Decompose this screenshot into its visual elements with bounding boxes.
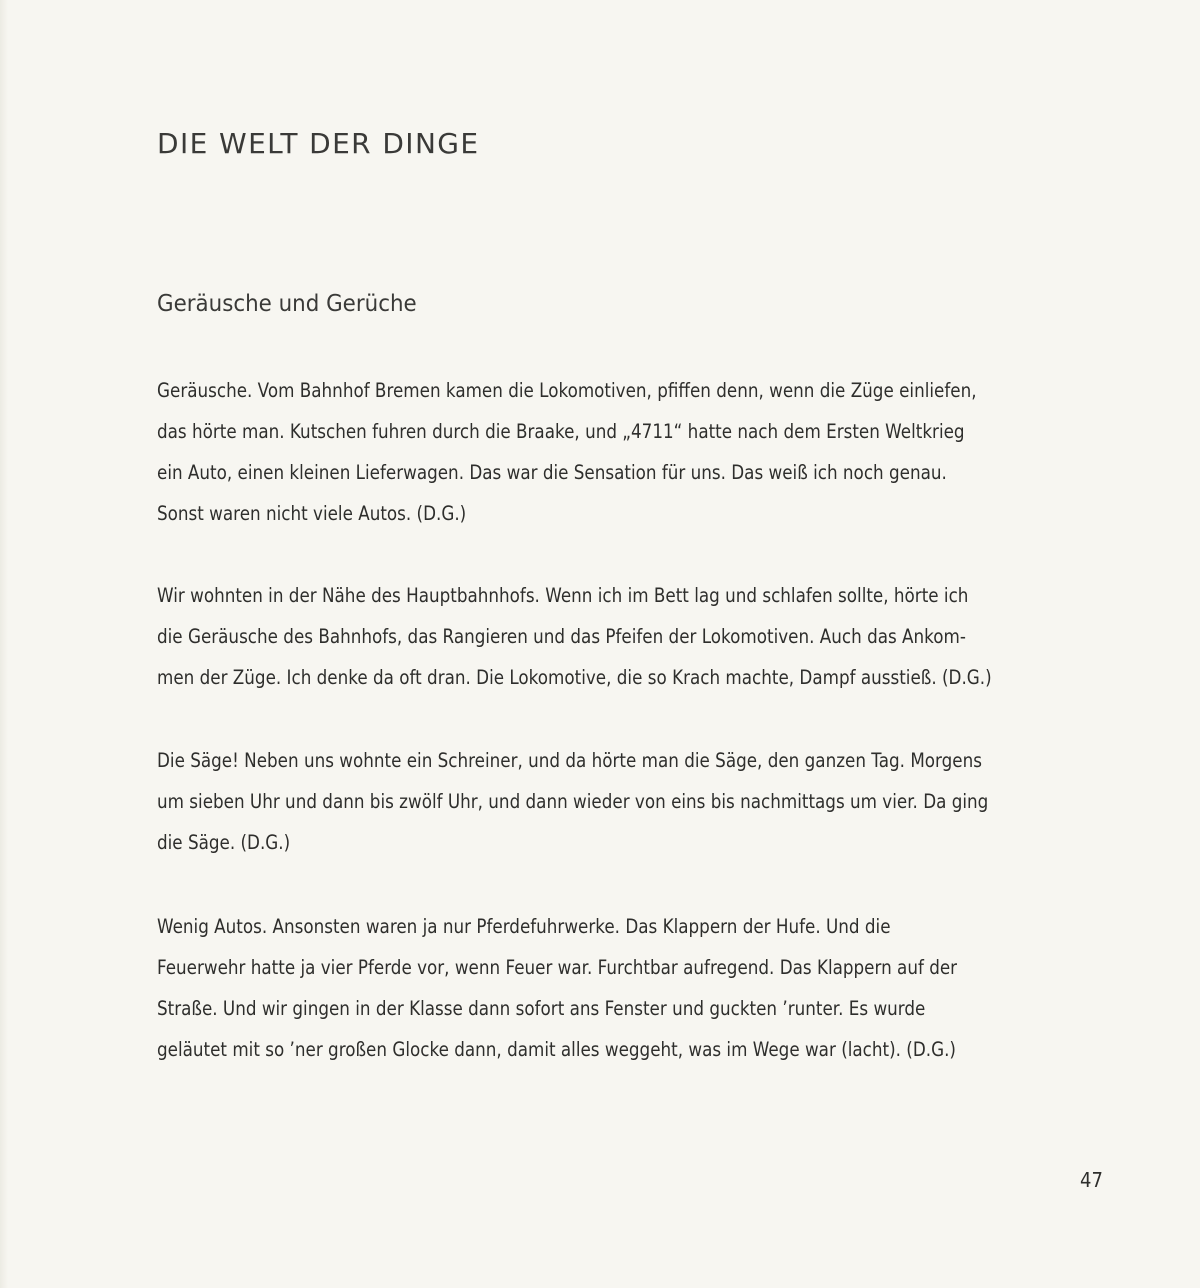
paragraph-2 [157, 575, 1128, 698]
section-title: Geräusche und Gerüche [157, 291, 417, 317]
text-line: Wir wohnten in der Nähe des Hauptbahnhofs. Wenn ich im Bett lag und schlafen sollte, hörte ich [157, 584, 969, 607]
text-line: Feuerwehr hatte ja vier Pferde vor, wenn Feuer war. Furchtbar aufregend. Das Klappern auf der [157, 956, 958, 979]
text-line: Straße. Und wir gingen in der Klasse dann sofort ans Fenster und guckten ’runter. Es wurde [157, 997, 926, 1020]
paragraph-1 [157, 370, 1110, 534]
text-line: Die Säge! Neben uns wohnte ein Schreiner, und da hörte man die Säge, den ganzen Tag. Morgens [157, 749, 982, 772]
text-line: die Säge. (D.G.) [157, 831, 291, 854]
text-line: das hörte man. Kutschen fuhren durch die Braake, und „4711“ hatte nach dem Ersten Weltkrieg [157, 420, 965, 443]
text-line: men der Züge. Ich denke da oft dran. Die Lokomotive, die so Krach machte, Dampf ausstieß. (D.G.) [157, 666, 992, 689]
text-line: Wenig Autos. Ansonsten waren ja nur Pferdefuhrwerke. Das Klappern der Hufe. Und die [157, 915, 891, 938]
text-line: ein Auto, einen kleinen Lieferwagen. Das war die Sensation für uns. Das weiß ich noch genau. [157, 461, 947, 484]
text-line: um sieben Uhr und dann bis zwölf Uhr, und dann wieder von eins bis nachmittags um vier. Da ging [157, 790, 989, 813]
text-line: die Geräusche des Bahnhofs, das Rangieren und das Pfeifen der Lokomotiven. Auch das Ankom- [157, 625, 966, 648]
paragraph-4 [157, 906, 1087, 1070]
page-number: 47 [1080, 1168, 1103, 1192]
page-edge-shadow [0, 0, 8, 1288]
paragraph-3 [157, 740, 1124, 863]
text-line: Sonst waren nicht viele Autos. (D.G.) [157, 502, 467, 525]
text-line: geläutet mit so ’ner großen Glocke dann, damit alles weggeht, was im Wege war (lacht). (D.G.) [157, 1038, 956, 1061]
text-line: Geräusche. Vom Bahnhof Bremen kamen die Lokomotiven, pfiffen denn, wenn die Züge einliefen, [157, 379, 977, 402]
chapter-title: DIE WELT DER DINGE [157, 127, 480, 160]
